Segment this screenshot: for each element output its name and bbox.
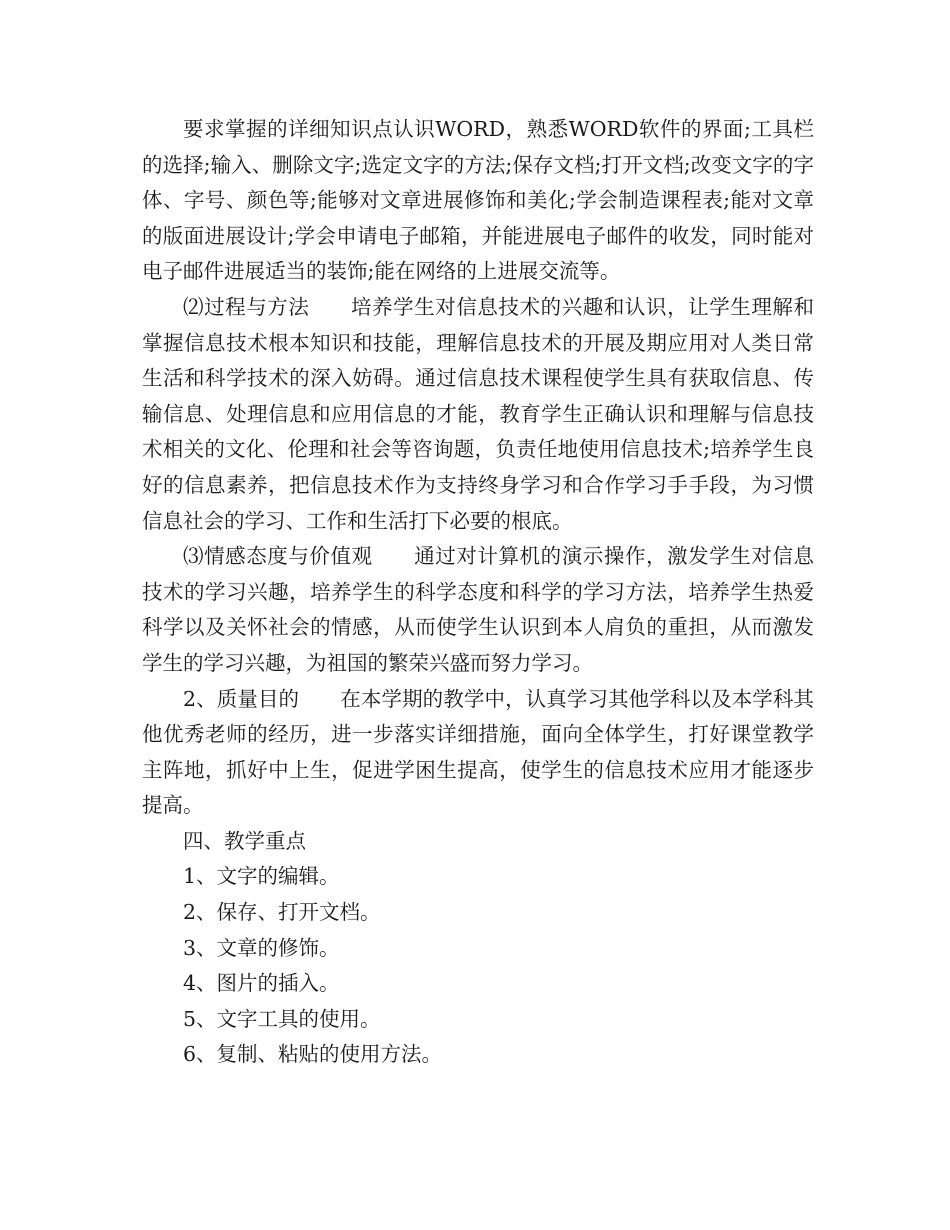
paragraph-quality-goal [142,682,814,824]
paragraph-heading: ⑶情感态度与价值观 [183,544,373,569]
paragraph-text: 通过对计算机的演示操作，激发学生对信息技术的学习兴趣，培养学生的科学态度和科学的学习方法，培养学生热爱科学以及关怀社会的情感，从而使学生认识到本人肩负的重担，从而激发学生的学习兴趣，为祖国的繁荣兴盛而努力学习。 [142,544,815,675]
list-item: 5、文字工具的使用。 [183,1006,381,1031]
list-item: 2、保存、打开文档。 [183,900,381,925]
paragraph-knowledge-points [142,112,814,290]
list-item: 1、文字的编辑。 [183,864,340,889]
paragraph-emotion-attitude [142,539,814,681]
paragraph-process-method [142,290,814,539]
list-item: 3、文章的修饰。 [183,935,340,960]
section-title: 四、教学重点 [183,828,306,853]
paragraph-heading: 2、质量目的 [183,686,300,711]
list-item: 4、图片的插入。 [183,971,340,996]
paragraph-text: 在本学期的教学中，认真学习其他学科以及本学科其他优秀老师的经历，进一步落实详细措施，面向全体学生，打好课堂教学主阵地，抓好中上生，促进学困生提高，使学生的信息技术应用才能逐步提高。 [142,686,814,818]
document-body [142,112,814,1073]
paragraph-text: 要求掌握的详细知识点认识WORD，熟悉WORD软件的界面;工具栏的选择;输入、删除文字;选定文字的方法;保存文档;打开文档;改变文字的字体、字号、颜色等;能够对文章进展修饰和美化;学会制造课程表;能对文章的版面进展设计;学会申请电子邮箱，并能进展电子邮件的收发，同时能对电子邮件进展适当的装饰;能在网络的上进展交流等。 [142,117,814,284]
paragraph-heading: ⑵过程与方法 [183,294,310,319]
list-item: 6、复制、粘贴的使用方法。 [183,1042,443,1067]
paragraph-text: 培养学生对信息技术的兴趣和认识，让学生理解和掌握信息技术根本知识和技能，理解信息技术的开展及期应用对人类日常生活和科学技术的深入妨碍。通过信息技术课程使学生具有获取信息、传输信息、处理信息和应用信息的才能，教育学生正确认识和理解与信息技术相关的文化、伦理和社会等咨询题，负责任地使用信息技术;培养学生良好的信息素养，把信息技术作为支持终身学习和合作学习手手段，为习惯信息社会的学习、工作和生活打下必要的根底。 [142,294,815,533]
